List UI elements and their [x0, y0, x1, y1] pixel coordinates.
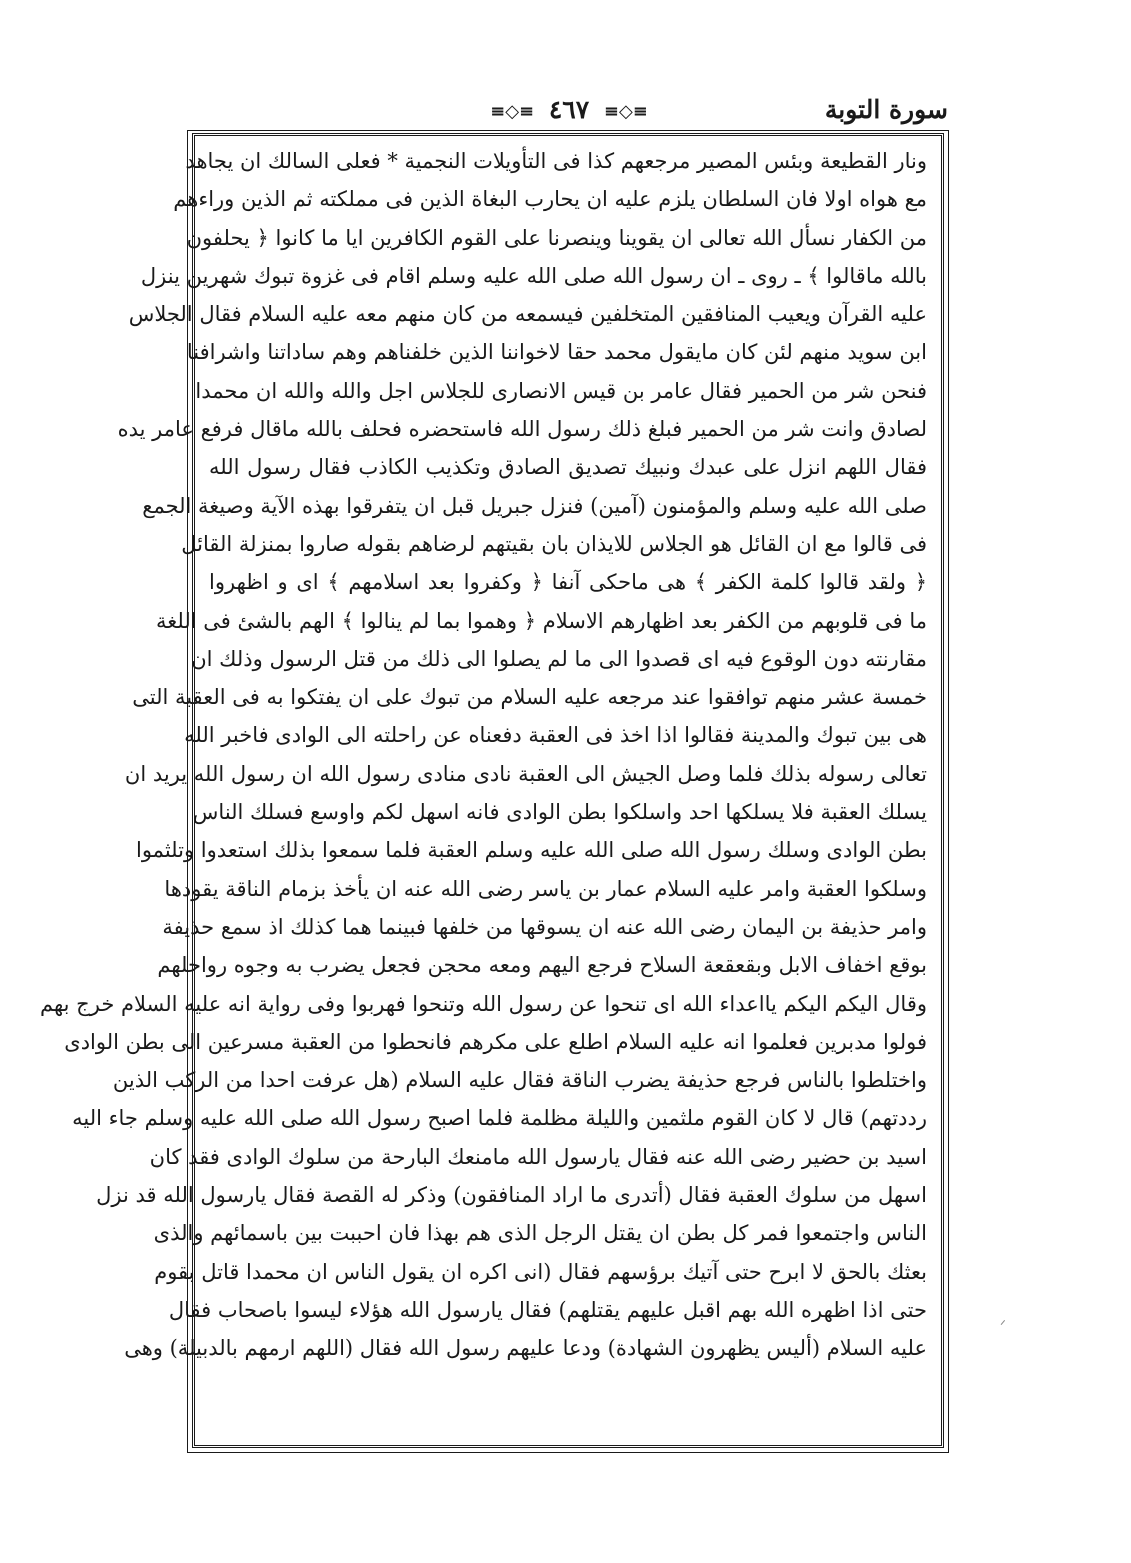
text-line: هى بين تبوك والمدينة فقالوا اذا اخذ فى العقبة دفعناه عن راحلته الى الوادى فاخبر الله	[184, 723, 927, 748]
text-frame	[40, 133, 944, 1448]
text-line: رددتهم) قال لا كان القوم ملثمين والليلة مظلمة فلما اصبح رسول الله صلى الله عليه وسلم جاء اليه	[72, 1106, 927, 1131]
text-line: خمسة عشر منهم توافقوا عند مرجعه عليه السلام من تبوك على ان يفتكوا به فى العقبة التى	[132, 685, 927, 710]
text-line: واختلطوا بالناس فرجع حذيفة يضرب الناقة فقال عليه السلام (هل عرفت احدا من الركب الذين	[112, 1068, 927, 1093]
page-number-block	[484, 92, 654, 130]
text-line: يسلك العقبة فلا يسلكها احد واسلكوا بطن الوادى فانه اسهل لكم واوسع فسلك الناس	[192, 800, 927, 825]
left-ornament-icon: ≡◇≡	[490, 100, 535, 122]
page-header	[190, 92, 948, 132]
text-line: تعالى رسوله بذلك فلما وصل الجيش الى العقبة نادى منادى رسول الله ان رسول الله يريد ان	[124, 761, 927, 786]
text-line: فولوا مدبرين فعلموا انه عليه السلام اطلع على مكرهم فانحطوا من العقبة مسرعين الى بطن الوادى	[64, 1029, 927, 1054]
text-line: ﴿ ولقد قالوا كلمة الكفر ﴾ هى ماحكى آنفا ﴿ وكفروا بعد اسلامهم ﴾ اى و اظهروا	[209, 570, 927, 595]
page-number: ٤٦٧	[548, 95, 590, 124]
right-ornament-icon: ≡◇≡	[603, 100, 648, 122]
text-line: عليه السلام (أليس يظهرون الشهادة) ودعا عليهم رسول الله فقال (اللهم ارمهم بالدبيلة) وهى	[124, 1336, 927, 1361]
text-line: لصادق وانت شر من الحمير فبلغ ذلك رسول الله فاستحضره فحلف بالله ماقال فرفع عامر يده	[117, 417, 927, 442]
text-line: مقارنته دون الوقوع فيه اى قصدوا الى ما لم يصلوا الى ذلك من قتل الرسول وذلك ان	[191, 646, 927, 671]
text-line: ونار القطيعة وبئس المصير مرجعهم كذا فى التأويلات النجمية * فعلى السالك ان يجاهد	[185, 149, 927, 173]
text-line: مع هواه اولا فان السلطان يلزم عليه ان يحارب البغاة الذين فى مملكته ثم الذين وراءهم	[173, 187, 927, 212]
text-line: فى قالوا مع ان القائل هو الجلاس للايذان بان بقيتهم لرضاهم بقوله صاروا بمنزلة القائل	[181, 531, 927, 556]
text-line: اسهل من سلوك العقبة فقال (أتدرى ما اراد المنافقون) وذكر له القصة فقال يارسول الله قد نزل	[96, 1183, 927, 1208]
text-line: الناس واجتمعوا فمر كل بطن ان يقتل الرجل الذى هم بهذا فان احببت بين باسمائهم والذى	[153, 1221, 927, 1246]
text-line: بعثك بالحق لا ابرح حتى آتيك برؤسهم فقال (انى اكره ان يقول الناس ان محمدا قاتل بقوم	[154, 1259, 927, 1284]
text-line: بطن الوادى وسلك رسول الله صلى الله عليه وسلم العقبة فلما سمعوا بذلك استعدوا وتلثموا	[136, 838, 927, 863]
surah-title: سورة التوبة	[824, 95, 948, 124]
text-line: من الكفار نسأل الله تعالى ان يقوينا وينصرنا على القوم الكافرين ايا ما كانوا ﴿ يحلفون	[186, 225, 927, 250]
text-line: فنحن شر من الحمير فقال عامر بن قيس الانصارى للجلاس اجل والله والله ان محمدا	[195, 378, 927, 403]
body-text	[40, 142, 927, 1368]
text-line: ما فى قلوبهم من الكفر بعد اظهارهم الاسلام ﴿ وهموا بما لم ينالوا ﴾ الهم بالشئ فى اللغة	[156, 608, 927, 633]
text-line: ابن سويد منهم لئن كان مايقول محمد حقا لاخواننا الذين خلفناهم وهم ساداتنا واشرافنا	[186, 340, 927, 365]
text-line: وقال اليكم اليكم يااعداء الله اى تنحوا عن رسول الله وتنحوا فهربوا وفى رواية انه عليه السلام خرج بهم	[40, 991, 927, 1016]
text-line: اسيد بن حضير رضى الله عنه فقال يارسول الله مامنعك البارحة من سلوك الوادى فقد كان	[149, 1144, 927, 1169]
text-line: صلى الله عليه وسلم والمؤمنون (آمين) فنزل جبريل قبل ان يتفرقوا بهذه الآية وصيغة الجمع	[142, 493, 927, 518]
text-line: وسلكوا العقبة وامر عليه السلام عمار بن ياسر رضى الله عنه ان يأخذ بزمام الناقة يقودها	[164, 876, 927, 901]
text-line: حتى اذا اظهره الله بهم اقبل عليهم يقتلهم) فقال يارسول الله هؤلاء ليسوا باصحاب فقال	[168, 1297, 927, 1322]
text-line: عليه القرآن ويعيب المنافقين المتخلفين فيسمعه من كان منهم معه عليه السلام فقال الجلاس	[128, 302, 927, 327]
margin-mark: ᐟ	[1000, 1318, 1006, 1334]
text-line: فقال اللهم انزل على عبدك ونبيك تصديق الصادق وتكذيب الكاذب فقال رسول الله	[209, 455, 927, 480]
text-line: بالله ماقالوا ﴾ ـ روى ـ ان رسول الله صلى الله عليه وسلم اقام فى غزوة تبوك شهرين ينزل	[140, 263, 927, 288]
text-line: بوقع اخفاف الابل وبقعقعة السلاح فرجع اليهم ومعه محجن فجعل يضرب به وجوه رواحلهم	[157, 953, 927, 978]
text-line: وامر حذيفة بن اليمان رضى الله عنه ان يسوقها من خلفها فبينما هما كذلك اذ سمع حذيفة	[162, 914, 927, 939]
